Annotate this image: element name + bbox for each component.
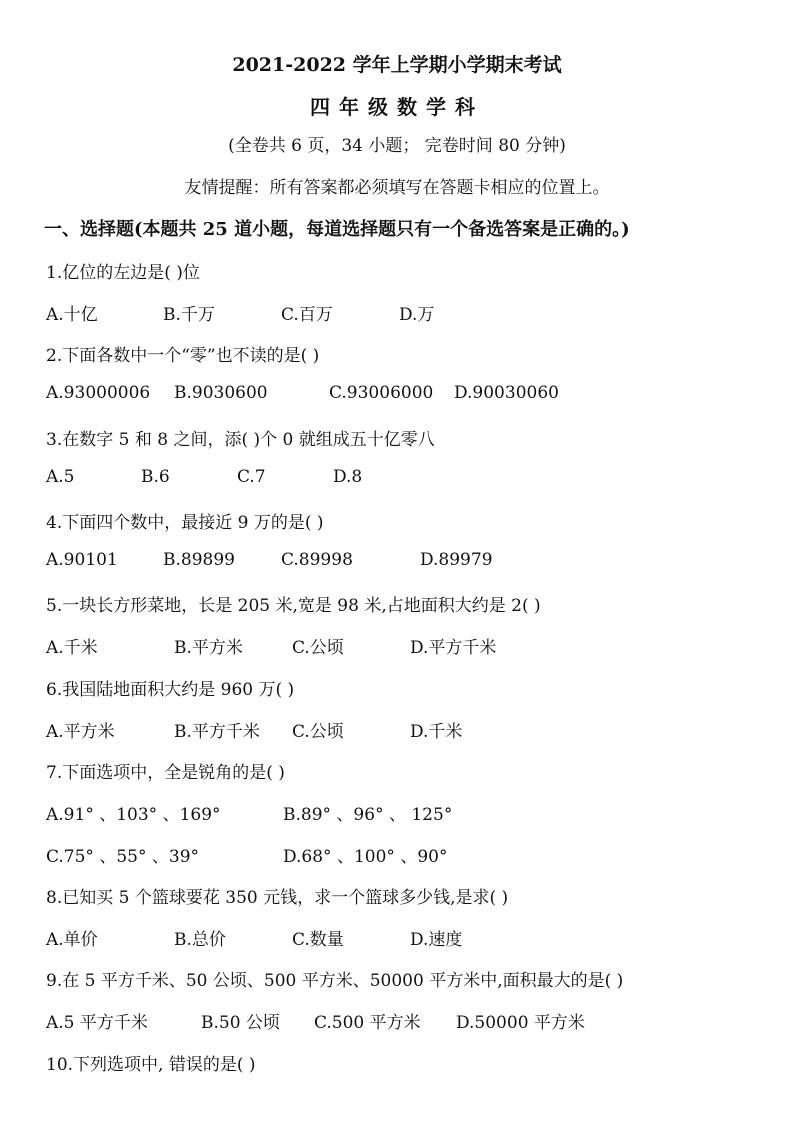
question-4-option-a: A.90101 (46, 550, 118, 570)
question-2-option-d: D.90030060 (454, 383, 559, 403)
question-8-option-c: C.数量 (292, 930, 344, 950)
question-3-option-d: D.8 (333, 467, 363, 487)
question-6-option-d: D.千米 (410, 722, 463, 742)
question-2-stem: 2.下面各数中一个“零”也不读的是( ) (46, 346, 320, 366)
question-6-option-b: B.平方千米 (174, 722, 260, 742)
exam-title: 2021-2022 学年上学期小学期末考试 (232, 54, 562, 76)
question-9-option-b: B.50 公顷 (201, 1013, 280, 1033)
question-2-option-b: B.9030600 (174, 383, 268, 403)
question-10-stem: 10.下列选项中, 错误的是( ) (46, 1055, 256, 1075)
question-7-option-d: D.68° 、100° 、90° (283, 847, 448, 867)
question-4-option-c: C.89998 (281, 550, 353, 570)
question-1-stem: 1.亿位的左边是( )位 (46, 263, 200, 283)
question-7-option-b: B.89° 、96° 、 125° (283, 805, 453, 825)
question-2-option-c: C.93006000 (329, 383, 434, 403)
exam-subject: 四年级数学科 (310, 95, 484, 119)
question-3-option-c: C.7 (237, 467, 266, 487)
question-7-option-a: A.91° 、103° 、169° (46, 805, 221, 825)
section-heading: 一、选择题(本题共 25 道小题，每道选择题只有一个备选答案是正确的。) (44, 219, 630, 240)
question-8-option-b: B.总价 (174, 930, 226, 950)
question-9-stem: 9.在 5 平方千米、50 公顷、500 平方米、50000 平方米中,面积最大的是( ) (46, 971, 624, 991)
question-3-option-b: B.6 (141, 467, 170, 487)
question-6-stem: 6.我国陆地面积大约是 960 万( ) (46, 680, 295, 700)
question-3-option-a: A.5 (46, 467, 75, 487)
question-5-option-a: A.千米 (46, 638, 98, 658)
question-2-option-a: A.93000006 (46, 383, 151, 403)
exam-reminder: 友情提醒：所有答案都必须填写在答题卡相应的位置上。 (184, 178, 610, 198)
question-1-option-a: A.十亿 (46, 305, 98, 325)
question-4-option-b: B.89899 (163, 550, 235, 570)
question-7-option-c: C.75° 、55° 、39° (46, 847, 200, 867)
question-9-option-a: A.5 平方千米 (46, 1013, 148, 1033)
exam-scope-note: (全卷共 6 页，34 小题； 完卷时间 80 分钟) (228, 136, 566, 156)
question-7-stem: 7.下面选项中，全是锐角的是( ) (46, 763, 285, 783)
question-5-option-b: B.平方米 (174, 638, 243, 658)
question-5-option-d: D.平方千米 (410, 638, 497, 658)
question-1-option-b: B.千万 (163, 305, 215, 325)
question-9-option-d: D.50000 平方米 (456, 1013, 585, 1033)
question-9-option-c: C.500 平方米 (314, 1013, 421, 1033)
question-5-option-c: C.公顷 (292, 638, 344, 658)
question-5-stem: 5.一块长方形菜地，长是 205 米,宽是 98 米,占地面积大约是 2( ) (46, 596, 541, 616)
question-3-stem: 3.在数字 5 和 8 之间，添( )个 0 就组成五十亿零八 (46, 430, 435, 450)
question-6-option-c: C.公顷 (292, 722, 344, 742)
question-1-option-c: C.百万 (281, 305, 333, 325)
question-1-option-d: D.万 (399, 305, 435, 325)
question-4-option-d: D.89979 (420, 550, 493, 570)
question-8-option-d: D.速度 (410, 930, 463, 950)
question-6-option-a: A.平方米 (46, 722, 115, 742)
question-4-stem: 4.下面四个数中，最接近 9 万的是( ) (46, 513, 324, 533)
question-8-option-a: A.单价 (46, 930, 98, 950)
question-8-stem: 8.已知买 5 个篮球要花 350 元钱，求一个篮球多少钱,是求( ) (46, 888, 509, 908)
